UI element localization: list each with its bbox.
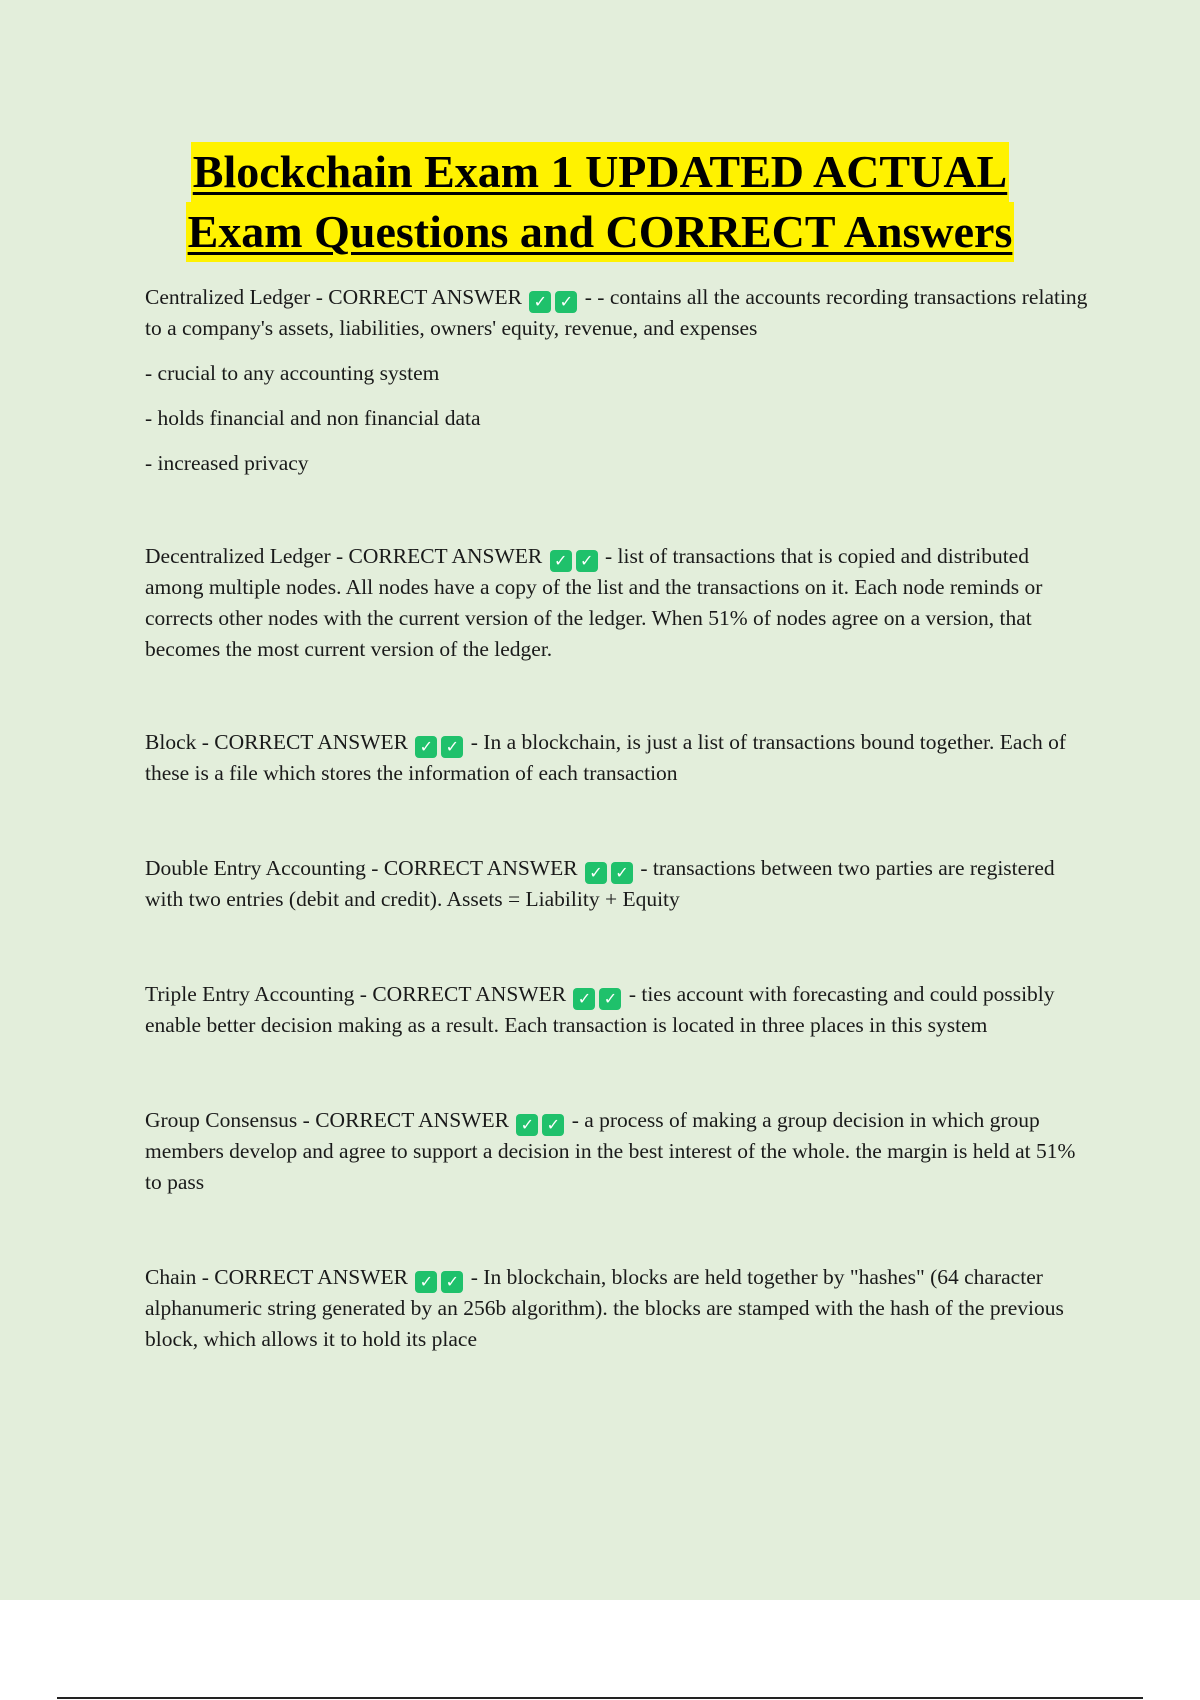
document-title bbox=[0, 142, 1200, 262]
checkmark-icon: ✓ bbox=[611, 862, 633, 884]
checkmark-icon: ✓ bbox=[516, 1114, 538, 1136]
bottom-rule bbox=[57, 1697, 1143, 1699]
qa-item bbox=[145, 1262, 1090, 1355]
qa-text bbox=[145, 979, 1090, 1041]
title-line-2: Exam Questions and CORRECT Answers bbox=[186, 202, 1015, 262]
qa-answer: - - contains all the accounts recording transactions relating to a company's assets, liabilities, owners' equity, revenue, and expenses bbox=[145, 285, 1088, 340]
checkmark-icon: ✓ bbox=[599, 988, 621, 1010]
qa-term: Block - CORRECT ANSWER bbox=[145, 730, 408, 754]
qa-answer: - ties account with forecasting and could possibly enable better decision making as a result. Each transaction is located in three places in this system bbox=[145, 982, 1055, 1037]
checkmark-icon: ✓ bbox=[415, 1271, 437, 1293]
qa-list bbox=[145, 282, 1090, 1355]
qa-term: Chain - CORRECT ANSWER bbox=[145, 1265, 408, 1289]
qa-item bbox=[145, 541, 1090, 665]
qa-term: Centralized Ledger - CORRECT ANSWER bbox=[145, 285, 522, 309]
qa-item bbox=[145, 727, 1090, 789]
qa-text bbox=[145, 853, 1090, 915]
checkmark-icon: ✓ bbox=[441, 1271, 463, 1293]
qa-term: Decentralized Ledger - CORRECT ANSWER bbox=[145, 544, 543, 568]
qa-item bbox=[145, 282, 1090, 479]
qa-bullet: - crucial to any accounting system bbox=[145, 361, 440, 385]
qa-item bbox=[145, 853, 1090, 915]
qa-bullet: - holds financial and non financial data bbox=[145, 406, 481, 430]
checkmark-icon: ✓ bbox=[441, 736, 463, 758]
qa-item bbox=[145, 979, 1090, 1041]
qa-bullet: - increased privacy bbox=[145, 451, 309, 475]
qa-answer: - In a blockchain, is just a list of transactions bound together. Each of these is a file which stores the information of each transaction bbox=[145, 730, 1067, 785]
qa-term: Triple Entry Accounting - CORRECT ANSWER bbox=[145, 982, 567, 1006]
qa-text bbox=[145, 541, 1090, 665]
checkmark-icon: ✓ bbox=[542, 1114, 564, 1136]
checkmark-icon: ✓ bbox=[529, 291, 551, 313]
qa-term: Double Entry Accounting - CORRECT ANSWER bbox=[145, 856, 578, 880]
title-line-1: Blockchain Exam 1 UPDATED ACTUAL bbox=[191, 142, 1009, 202]
qa-text bbox=[145, 1105, 1090, 1198]
checkmark-icon: ✓ bbox=[576, 550, 598, 572]
qa-text bbox=[145, 1262, 1090, 1355]
checkmark-icon: ✓ bbox=[415, 736, 437, 758]
qa-text bbox=[145, 282, 1090, 344]
qa-item bbox=[145, 1105, 1090, 1198]
qa-answer: - list of transactions that is copied and distributed among multiple nodes. All nodes have a copy of the list and the transactions on it. Each node reminds or corrects other nodes with the current version of the ledger. When 51% of nodes agree on a version, that becomes the most current version of the ledger. bbox=[145, 544, 1043, 661]
qa-answer: - a process of making a group decision in which group members develop and agree to support a decision in the best interest of the whole. the margin is held at 51% to pass bbox=[145, 1108, 1076, 1194]
checkmark-icon: ✓ bbox=[585, 862, 607, 884]
qa-term: Group Consensus - CORRECT ANSWER bbox=[145, 1108, 509, 1132]
qa-answer: - transactions between two parties are registered with two entries (debit and credit). Assets = Liability + Equity bbox=[145, 856, 1055, 911]
qa-answer: - In blockchain, blocks are held together by "hashes" (64 character alphanumeric string generated by an 256b algorithm). the blocks are stamped with the hash of the previous block, which allows it to hold its place bbox=[145, 1265, 1064, 1351]
checkmark-icon: ✓ bbox=[573, 988, 595, 1010]
qa-text bbox=[145, 727, 1090, 789]
checkmark-icon: ✓ bbox=[550, 550, 572, 572]
checkmark-icon: ✓ bbox=[555, 291, 577, 313]
